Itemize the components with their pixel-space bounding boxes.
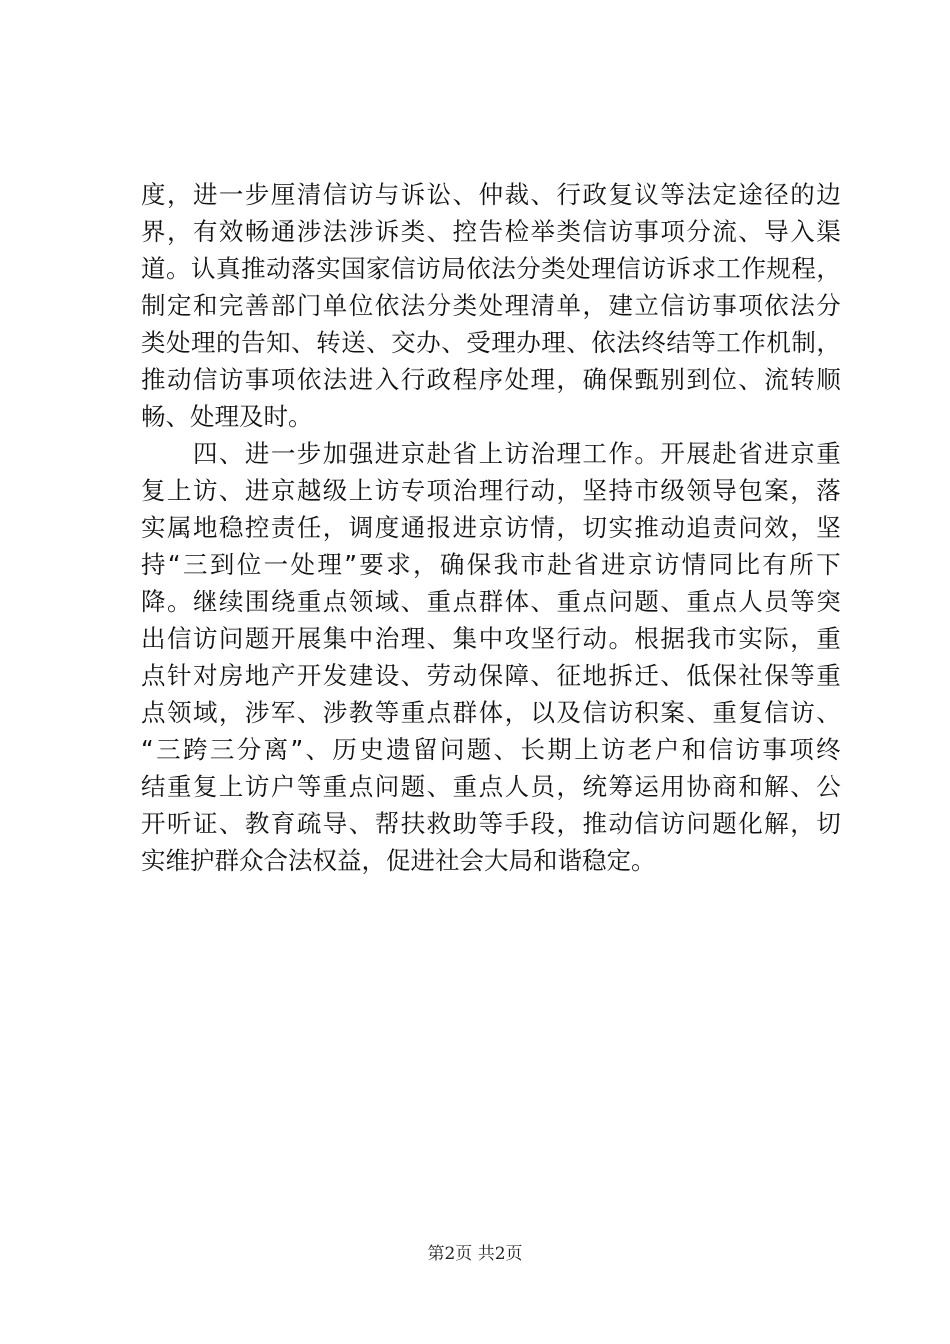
body-text bbox=[141, 176, 841, 879]
text-line: 界 ， 有 效 畅 通 涉 法 涉 诉 类 、 控 告 检 举 类 信 访 事 项 分 流 、 导 入 渠 bbox=[141, 217, 841, 246]
page-footer: 第2页 共2页 bbox=[427, 1244, 523, 1264]
text-line: 畅、处理及时。 bbox=[141, 402, 313, 431]
text-line: 点 针 对 房 地 产 开 发 建 设 、 劳 动 保 障 、 征 地 拆 迁 、 低 保 社 保 等 重 bbox=[141, 661, 841, 690]
text-line: 开 听 证 、 教 育 疏 导 、 帮 扶 救 助 等 手 段 ， 推 动 信 访 问 题 化 解 ， 切 bbox=[141, 809, 841, 838]
text-line: 降 。 继 续 围 绕 重 点 领 域 、 重 点 群 体 、 重 点 问 题 、 重 点 人 员 等 突 bbox=[141, 587, 841, 616]
text-line: 类 处 理 的 告 知 、 转 送 、 交 办 、 受 理 办 理 、 依 法 终 结 等 工 作 机 制 ， bbox=[141, 328, 841, 357]
text-line: 实 属 地 稳 控 责 任 ， 调 度 通 报 进 京 访 情 ， 切 实 推 动 追 责 问 效 ， 坚 bbox=[141, 513, 841, 542]
text-line: 点 领 域 ， 涉 军 、 涉 教 等 重 点 群 体 ， 以 及 信 访 积 案 、 重 复 信 访 、 bbox=[141, 698, 841, 727]
text-line: “ 三 跨 三 分 离 ” 、 历 史 遗 留 问 题 、 长 期 上 访 老 户 和 信 访 事 项 终 bbox=[141, 735, 841, 764]
text-line: 四 、 进 一 步 加 强 进 京 赴 省 上 访 治 理 工 作 。 开 展 赴 省 进 京 重 bbox=[192, 439, 841, 468]
text-line: 持 “ 三 到 位 一 处 理 ” 要 求 ， 确 保 我 市 赴 省 进 京 访 情 同 比 有 所 下 bbox=[141, 550, 841, 579]
text-line: 结 重 复 上 访 户 等 重 点 问 题 、 重 点 人 员 ， 统 筹 运 用 协 商 和 解 、 公 bbox=[141, 772, 841, 801]
text-line: 推 动 信 访 事 项 依 法 进 入 行 政 程 序 处 理 ， 确 保 甄 别 到 位 、 流 转 顺 bbox=[141, 365, 841, 394]
text-line: 复 上 访 、 进 京 越 级 上 访 专 项 治 理 行 动 ， 坚 持 市 级 领 导 包 案 ， 落 bbox=[141, 476, 841, 505]
text-line: 度 ， 进 一 步 厘 清 信 访 与 诉 讼 、 仲 裁 、 行 政 复 议 等 法 定 途 径 的 边 bbox=[141, 180, 841, 209]
text-line: 道 。 认 真 推 动 落 实 国 家 信 访 局 依 法 分 类 处 理 信 访 诉 求 工 作 规 程 ， bbox=[141, 254, 841, 283]
text-line: 制 定 和 完 善 部 门 单 位 依 法 分 类 处 理 清 单 ， 建 立 信 访 事 项 依 法 分 bbox=[141, 291, 841, 320]
text-line: 实维护群众合法权益，促进社会大局和谐稳定。 bbox=[141, 846, 656, 875]
text-line: 出 信 访 问 题 开 展 集 中 治 理 、 集 中 攻 坚 行 动 。 根 据 我 市 实 际 ， 重 bbox=[141, 624, 841, 653]
